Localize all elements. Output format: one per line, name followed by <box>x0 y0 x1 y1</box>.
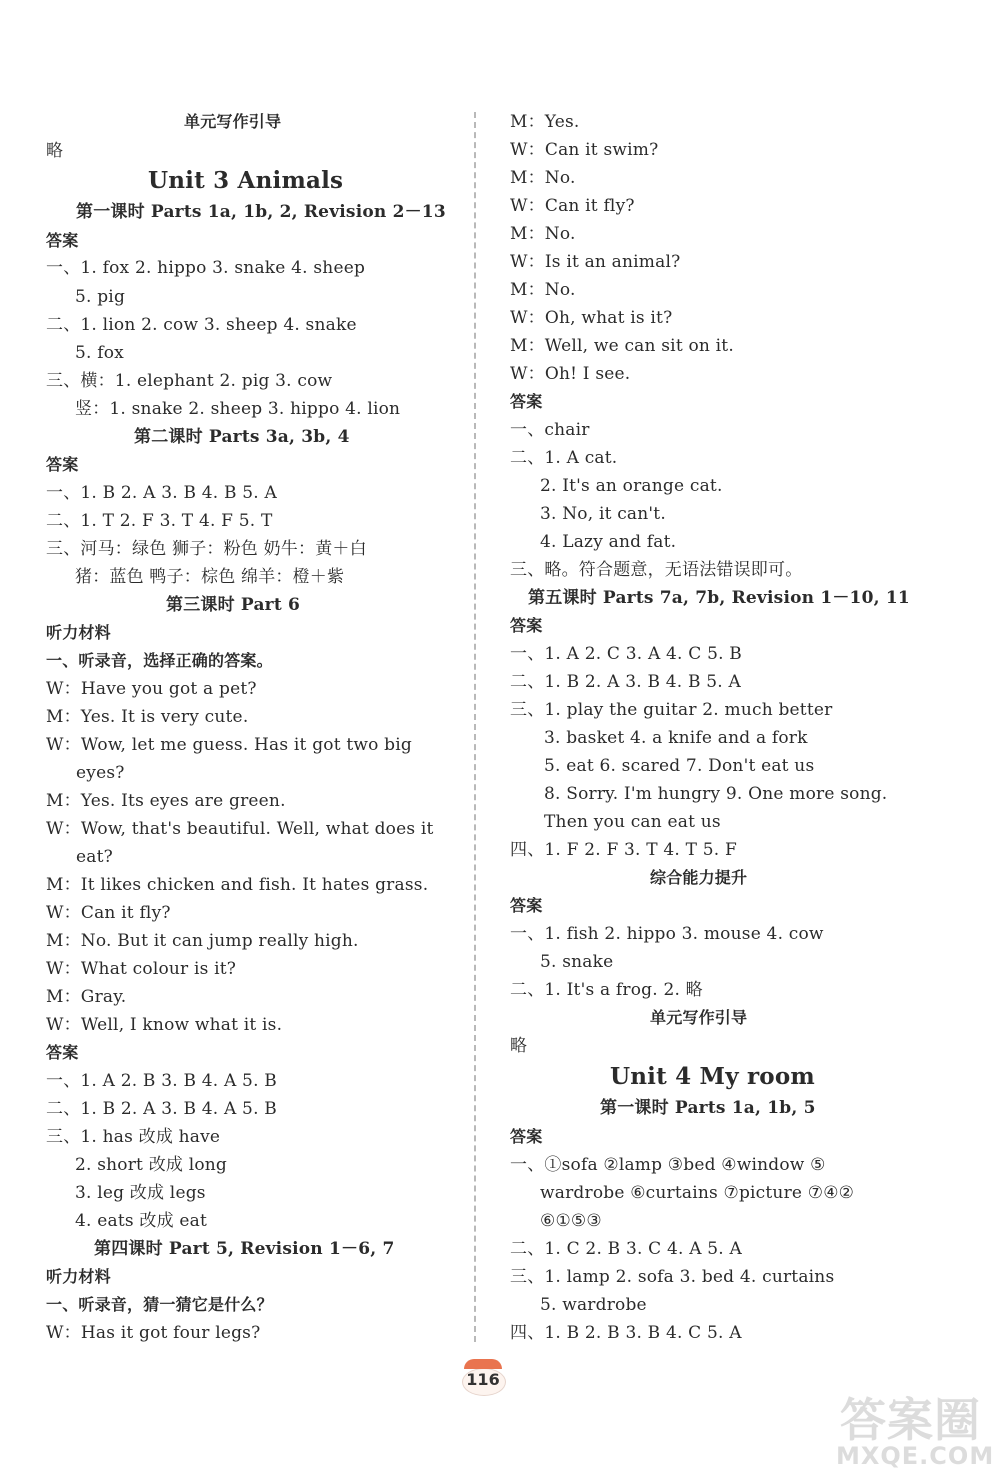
right-line-13: 2. It's an orange cat. <box>540 476 723 496</box>
right-line-10: 答案 <box>510 392 543 411</box>
right-line-1: W：Can it swim? <box>510 140 659 160</box>
left-line-15: 三、河马：绿色 狮子：粉色 奶牛：黄＋白 <box>46 539 367 559</box>
left-line-18: 听力材料 <box>46 623 111 642</box>
right-line-6: M：No. <box>510 280 576 300</box>
left-line-28: W：Can it fly? <box>46 903 171 923</box>
left-line-4: 答案 <box>46 231 79 250</box>
right-line-34: Unit 4 My room <box>610 1063 815 1090</box>
right-line-0: M：Yes. <box>510 112 580 132</box>
right-line-43: 四、1. B 2. B 3. B 4. C 5. A <box>510 1323 742 1343</box>
watermark-url: MXQE.COM <box>836 1442 995 1470</box>
column-divider <box>474 112 476 1342</box>
right-line-42: 5. wardrobe <box>540 1295 647 1315</box>
left-line-36: 三、1. has 改成 have <box>46 1127 221 1147</box>
left-line-10: 竖：1. snake 2. sheep 3. hippo 4. lion <box>75 399 401 419</box>
left-line-2: Unit 3 Animals <box>148 167 344 194</box>
right-line-24: 8. Sorry. I'm hungry 9. One more song. <box>544 784 888 804</box>
left-line-27: M：It likes chicken and fish. It hates grass. <box>46 875 429 895</box>
right-line-38: wardrobe ⑥curtains ⑦picture ⑦④② <box>540 1183 855 1203</box>
left-line-20: W：Have you got a pet? <box>46 679 257 699</box>
right-line-12: 二、1. A cat. <box>510 448 618 468</box>
left-line-22: W：Wow, let me guess. Has it got two big <box>46 735 412 755</box>
left-line-39: 4. eats 改成 eat <box>75 1211 208 1231</box>
right-line-7: W：Oh, what is it? <box>510 308 673 328</box>
right-line-9: W：Oh! I see. <box>510 364 631 384</box>
right-line-14: 3. No, it can't. <box>540 504 666 524</box>
left-line-41: 听力材料 <box>46 1267 111 1286</box>
right-line-32: 单元写作引导 <box>650 1008 748 1027</box>
left-line-43: W：Has it got four legs? <box>46 1323 261 1343</box>
left-line-8: 5. fox <box>75 343 124 363</box>
left-line-24: M：Yes. Its eyes are green. <box>46 791 286 811</box>
left-line-34: 一、1. A 2. B 3. B 4. A 5. B <box>46 1071 277 1091</box>
right-line-37: 一、①sofa ②lamp ③bed ④window ⑤ <box>510 1155 826 1175</box>
left-line-37: 2. short 改成 long <box>75 1155 227 1175</box>
right-line-19: 一、1. A 2. C 3. A 4. C 5. B <box>510 644 742 664</box>
right-line-4: M：No. <box>510 224 576 244</box>
left-line-32: W：Well, I know what it is. <box>46 1015 283 1035</box>
right-line-11: 一、chair <box>510 420 590 440</box>
left-line-13: 一、1. B 2. A 3. B 4. B 5. A <box>46 483 277 503</box>
left-line-38: 3. leg 改成 legs <box>75 1183 206 1203</box>
left-line-42: 一、听录音，猜一猜它是什么？ <box>46 1295 273 1314</box>
right-line-26: 四、1. F 2. F 3. T 4. T 5. F <box>510 840 737 860</box>
left-line-7: 二、1. lion 2. cow 3. sheep 4. snake <box>46 315 357 335</box>
right-line-23: 5. eat 6. scared 7. Don't eat us <box>544 756 815 776</box>
right-line-28: 答案 <box>510 896 543 915</box>
left-line-35: 二、1. B 2. A 3. B 4. A 5. B <box>46 1099 277 1119</box>
right-line-31: 二、1. It's a frog. 2. 略 <box>510 980 703 1000</box>
left-line-25: W：Wow, that's beautiful. Well, what does it <box>46 819 434 839</box>
right-line-3: W：Can it fly? <box>510 196 635 216</box>
right-line-17: 第五课时 Parts 7a, 7b, Revision 1－10, 11 <box>528 588 910 608</box>
right-line-29: 一、1. fish 2. hippo 3. mouse 4. cow <box>510 924 824 944</box>
watermark <box>836 1384 996 1468</box>
right-line-27: 综合能力提升 <box>650 868 748 887</box>
left-line-3: 第一课时 Parts 1a, 1b, 2, Revision 2－13 <box>76 202 446 222</box>
left-line-30: W：What colour is it? <box>46 959 237 979</box>
left-line-26: eat? <box>76 847 113 867</box>
right-line-33: 略 <box>510 1036 528 1056</box>
right-line-22: 3. basket 4. a knife and a fork <box>544 728 808 748</box>
left-line-16: 猪：蓝色 鸭子：棕色 绵羊：橙＋紫 <box>75 567 345 587</box>
left-line-29: M：No. But it can jump really high. <box>46 931 359 951</box>
left-line-33: 答案 <box>46 1043 79 1062</box>
left-line-40: 第四课时 Part 5, Revision 1－6, 7 <box>94 1239 395 1259</box>
right-line-2: M：No. <box>510 168 576 188</box>
right-line-39: ⑥①⑤③ <box>540 1211 602 1231</box>
right-line-5: W：Is it an animal? <box>510 252 681 272</box>
left-line-14: 二、1. T 2. F 3. T 4. F 5. T <box>46 511 273 531</box>
left-line-23: eyes? <box>76 763 125 783</box>
right-line-40: 二、1. C 2. B 3. C 4. A 5. A <box>510 1239 742 1259</box>
left-line-1: 略 <box>46 141 64 161</box>
left-line-17: 第三课时 Part 6 <box>166 595 301 615</box>
right-line-18: 答案 <box>510 616 543 635</box>
right-line-20: 二、1. B 2. A 3. B 4. B 5. A <box>510 672 741 692</box>
left-line-19: 一、听录音，选择正确的答案。 <box>46 651 273 670</box>
left-line-0: 单元写作引导 <box>184 112 282 131</box>
left-line-31: M：Gray. <box>46 987 127 1007</box>
watermark-logo: 答案圈 <box>840 1393 981 1447</box>
left-line-11: 第二课时 Parts 3a, 3b, 4 <box>134 427 350 447</box>
right-line-21: 三、1. play the guitar 2. much better <box>510 700 833 720</box>
right-line-36: 答案 <box>510 1127 543 1146</box>
right-line-8: M：Well, we can sit on it. <box>510 336 734 356</box>
right-line-15: 4. Lazy and fat. <box>540 532 677 552</box>
right-line-16: 三、略。符合题意，无语法错误即可。 <box>510 560 803 580</box>
left-line-5: 一、1. fox 2. hippo 3. snake 4. sheep <box>46 258 366 278</box>
right-line-35: 第一课时 Parts 1a, 1b, 5 <box>600 1098 816 1118</box>
left-line-9: 三、横：1. elephant 2. pig 3. cow <box>46 371 333 391</box>
page-number: 116 <box>462 1364 504 1396</box>
left-line-6: 5. pig <box>75 287 126 307</box>
right-line-30: 5. snake <box>540 952 614 972</box>
right-line-25: Then you can eat us <box>544 812 721 832</box>
right-line-41: 三、1. lamp 2. sofa 3. bed 4. curtains <box>510 1267 835 1287</box>
left-line-21: M：Yes. It is very cute. <box>46 707 249 727</box>
left-line-12: 答案 <box>46 455 79 474</box>
